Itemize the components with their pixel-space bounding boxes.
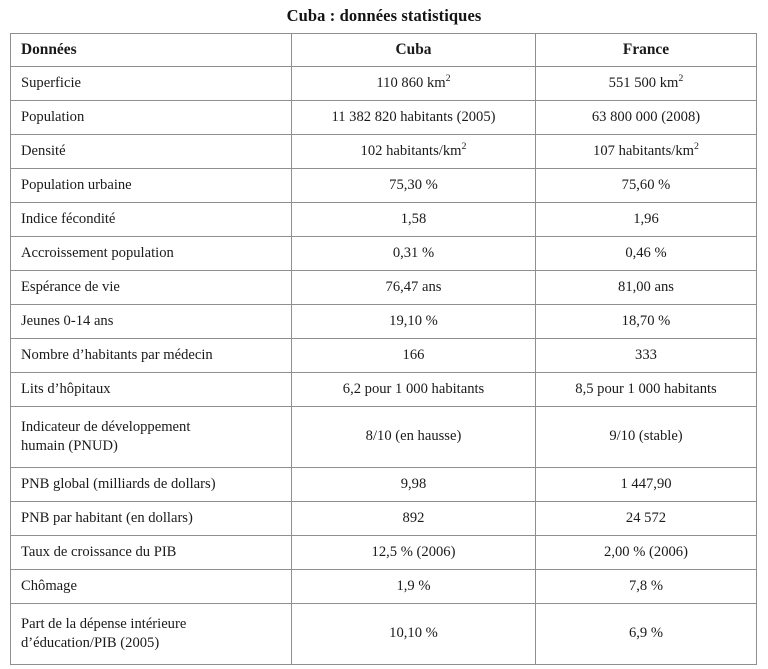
table-row xyxy=(11,373,757,407)
row-value-cuba: 0,31 % xyxy=(292,237,536,271)
row-value-france xyxy=(536,135,757,169)
table-row xyxy=(11,169,757,203)
table-header xyxy=(11,34,757,67)
value-text: 551 500 km xyxy=(608,74,679,91)
table-row xyxy=(11,135,757,169)
column-header-donnees: Données xyxy=(11,34,292,67)
row-value-cuba: 8/10 (en hausse) xyxy=(292,407,536,468)
row-label-line: d’éducation/PIB (2005) xyxy=(21,635,160,651)
table-row xyxy=(11,407,757,468)
row-label-cell: Taux de croissance du PIB xyxy=(11,536,292,570)
table-row xyxy=(11,570,757,604)
row-label-cell: Indice fécondité xyxy=(11,203,292,237)
row-value-cuba: 1,58 xyxy=(292,203,536,237)
table-row xyxy=(11,536,757,570)
row-value-france: 18,70 % xyxy=(536,305,757,339)
row-label-cell: Jeunes 0-14 ans xyxy=(11,305,292,339)
row-value-cuba: 9,98 xyxy=(292,468,536,502)
value-text: 107 habitants/km xyxy=(593,142,694,159)
row-label-cell: Population xyxy=(11,101,292,135)
value-text: 110 860 km xyxy=(376,74,446,91)
row-value-cuba: 19,10 % xyxy=(292,305,536,339)
column-header-cuba: Cuba xyxy=(292,34,536,67)
statistics-table-container xyxy=(10,33,756,665)
row-value-cuba: 892 xyxy=(292,502,536,536)
table-header-row xyxy=(11,34,757,67)
row-value-cuba: 76,47 ans xyxy=(292,271,536,305)
row-label-cell: Accroissement population xyxy=(11,237,292,271)
table-body xyxy=(11,67,757,665)
row-label-cell: Superficie xyxy=(11,67,292,101)
row-value-france: 81,00 ans xyxy=(536,271,757,305)
row-value-cuba: 11 382 820 habitants (2005) xyxy=(292,101,536,135)
table-row xyxy=(11,101,757,135)
row-label-cell: Densité xyxy=(11,135,292,169)
row-value-france: 6,9 % xyxy=(536,604,757,665)
row-value-france: 333 xyxy=(536,339,757,373)
table-row xyxy=(11,502,757,536)
row-value-france xyxy=(536,67,757,101)
row-label-cell xyxy=(11,407,292,468)
row-value-cuba xyxy=(292,135,536,169)
row-value-cuba: 12,5 % (2006) xyxy=(292,536,536,570)
value-superscript: 2 xyxy=(445,73,451,85)
row-value-france: 9/10 (stable) xyxy=(536,407,757,468)
row-label-cell: Population urbaine xyxy=(11,169,292,203)
row-value-cuba: 75,30 % xyxy=(292,169,536,203)
table-row xyxy=(11,468,757,502)
value-text: 102 habitants/km xyxy=(360,142,462,159)
row-value-france: 7,8 % xyxy=(536,570,757,604)
row-value-france: 8,5 pour 1 000 habitants xyxy=(536,373,757,407)
row-label-line: humain (PNUD) xyxy=(21,438,118,454)
row-label-cell: PNB par habitant (en dollars) xyxy=(11,502,292,536)
row-value-cuba: 6,2 pour 1 000 habitants xyxy=(292,373,536,407)
value-superscript: 2 xyxy=(678,73,684,85)
row-value-cuba: 1,9 % xyxy=(292,570,536,604)
row-label-cell xyxy=(11,604,292,665)
value-superscript: 2 xyxy=(693,141,699,153)
row-value-cuba xyxy=(292,67,536,101)
row-label-cell: Nombre d’habitants par médecin xyxy=(11,339,292,373)
row-value-france: 2,00 % (2006) xyxy=(536,536,757,570)
row-label-cell: PNB global (milliards de dollars) xyxy=(11,468,292,502)
row-value-france: 0,46 % xyxy=(536,237,757,271)
row-label-line: Indicateur de développement xyxy=(21,418,191,435)
table-row xyxy=(11,237,757,271)
page-title: Cuba : données statistiques xyxy=(286,6,482,25)
row-label-line: Part de la dépense intérieure xyxy=(21,615,187,632)
row-value-cuba: 166 xyxy=(292,339,536,373)
row-value-france: 24 572 xyxy=(536,502,757,536)
row-label-cell: Espérance de vie xyxy=(11,271,292,305)
row-value-france: 1 447,90 xyxy=(536,468,757,502)
row-value-france: 63 800 000 (2008) xyxy=(536,101,757,135)
row-value-france: 1,96 xyxy=(536,203,757,237)
row-label-cell: Lits d’hôpitaux xyxy=(11,373,292,407)
table-row xyxy=(11,203,757,237)
table-row xyxy=(11,67,757,101)
table-row xyxy=(11,271,757,305)
table-row xyxy=(11,339,757,373)
row-value-cuba: 10,10 % xyxy=(292,604,536,665)
value-superscript: 2 xyxy=(461,141,467,153)
table-row xyxy=(11,604,757,665)
row-label-cell: Chômage xyxy=(11,570,292,604)
statistics-table xyxy=(10,33,757,665)
column-header-france: France xyxy=(536,34,757,67)
table-row xyxy=(11,305,757,339)
row-value-france: 75,60 % xyxy=(536,169,757,203)
